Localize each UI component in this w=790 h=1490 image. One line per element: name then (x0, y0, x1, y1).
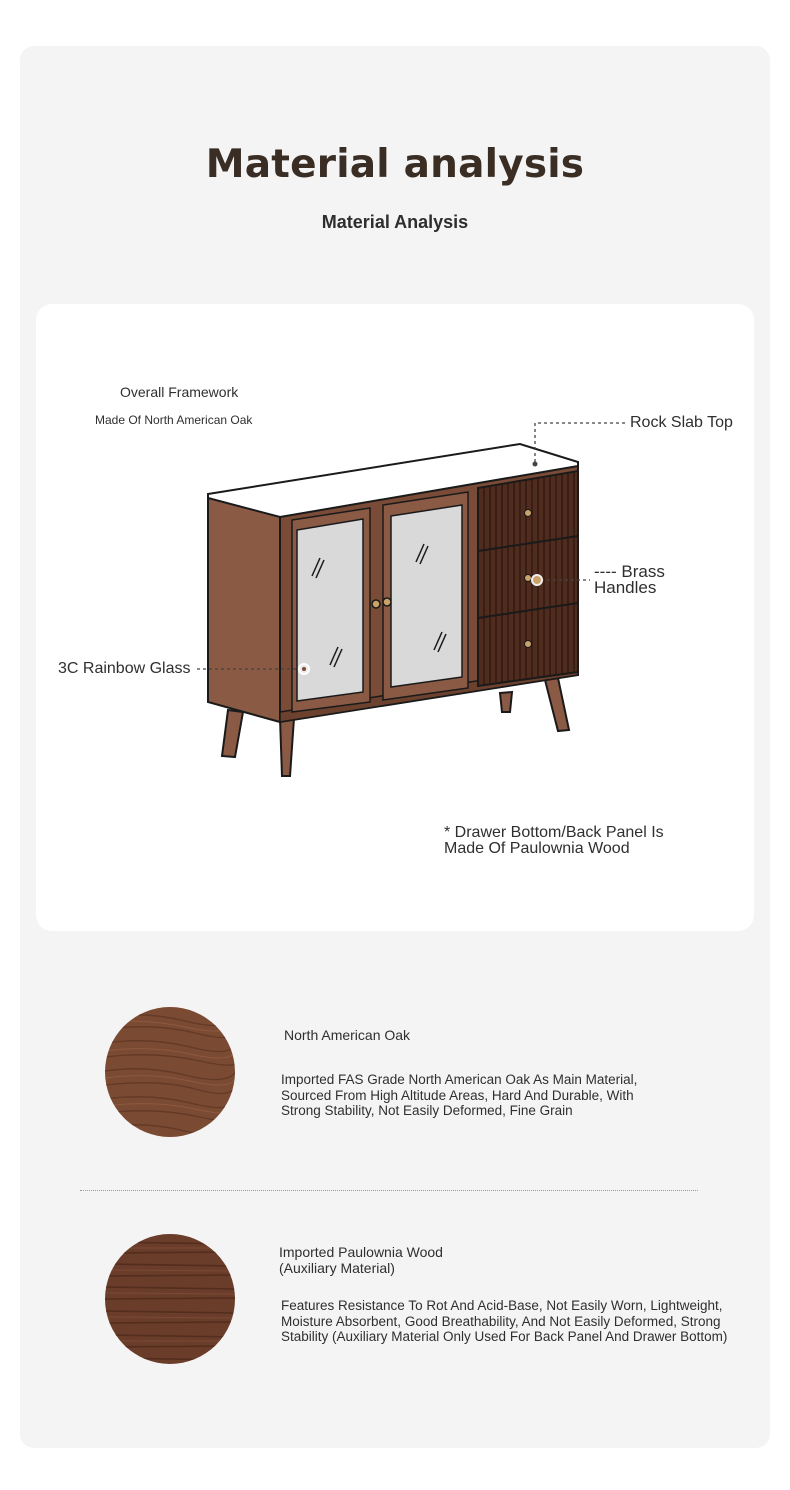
glass-right (391, 505, 462, 687)
oak-description: Imported FAS Grade North American Oak As Main Material, Sourced From High Altitude Areas, Hard And Durable, With Strong Stability, Not Easily Deformed, Fine Grain (281, 1072, 638, 1118)
rock-slab-label: Rock Slab Top (630, 414, 733, 431)
page-title: Material analysis (205, 142, 585, 187)
leg-front-center (280, 718, 294, 776)
rainbow-glass-label: 3C Rainbow Glass (58, 660, 191, 677)
leg-back-right (500, 692, 512, 712)
paulownia-swatch (105, 1234, 235, 1364)
framework-desc: Made Of North American Oak (95, 413, 253, 427)
leg-front-left (222, 710, 243, 757)
oak-title: North American Oak (284, 1027, 411, 1043)
oak-swatch (105, 1007, 235, 1137)
page-subtitle: Material Analysis (321, 212, 469, 232)
leg-front-right (545, 678, 569, 731)
framework-title: Overall Framework (120, 384, 239, 400)
section-divider (80, 1190, 698, 1191)
cabinet-side (208, 496, 280, 722)
brass-handles-label: ---- Brass Handles (594, 562, 665, 597)
paulownia-note: * Drawer Bottom/Back Panel Is Made Of Paulownia Wood (444, 824, 664, 857)
paulownia-description: Features Resistance To Rot And Acid-Base, Not Easily Worn, Lightweight, Moisture Absorbent, Good Breathability, And Not Easily Deformed, Strong Stability (Auxiliary Material Only Used For Back Panel And Drawer Bottom) (281, 1298, 728, 1344)
paulownia-title: Imported Paulownia Wood (Auxiliary Material) (279, 1244, 443, 1276)
